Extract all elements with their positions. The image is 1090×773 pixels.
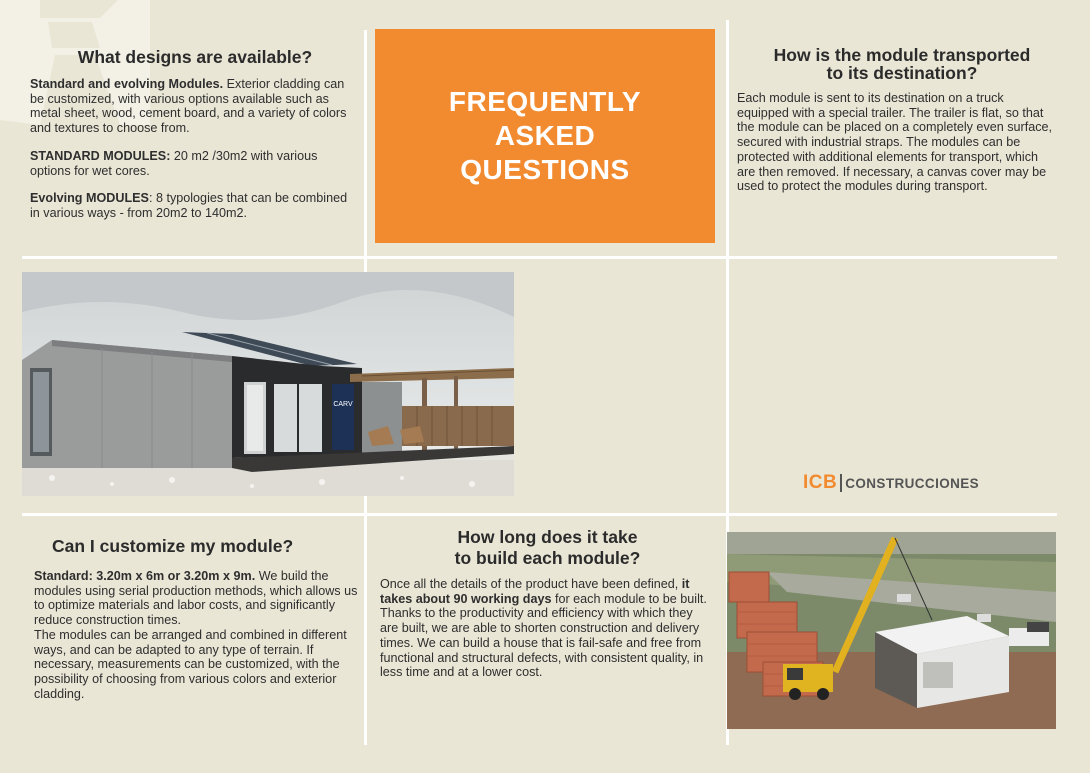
customize-paragraph-2: The modules can be arranged and combined in different ways, and can be adapted to any type of terrain. If necessary, measurements can be customized, with the possibility of choosing from various colors and exterior cladding.	[34, 627, 347, 701]
transport-section	[737, 46, 1067, 194]
transport-body: Each module is sent to its destination on a truck equipped with a special trailer. The trailer is flat, so that the module can be placed on a completely even surface, secured with industrial straps. The modules can be protected with additional elements for transport, which are then removed. If necessary, a canvas cover may be used to protect the modules during transport.	[737, 91, 1053, 194]
customize-heading: Can I customize my module?	[52, 536, 294, 556]
designs-section	[30, 47, 360, 221]
horizontal-divider-bottom	[22, 513, 1057, 516]
transport-heading-line-2: to its destination?	[826, 63, 978, 83]
horizontal-divider-top	[22, 256, 1057, 259]
customize-paragraph-1	[30, 569, 360, 628]
logo-separator	[840, 474, 842, 492]
faq-title-line-2: ASKED	[494, 120, 596, 151]
build-time-body	[380, 577, 710, 680]
customize-section	[30, 536, 360, 701]
banner-sign-text: CARV	[333, 401, 353, 408]
build-time-heading-line-2: to build each module?	[454, 548, 641, 568]
faq-title-line-1: FREQUENTLY	[448, 86, 642, 117]
icb-logo	[803, 472, 979, 494]
designs-p1-bold: Standard and evolving Modules.	[30, 77, 224, 91]
designs-p1-text: Exterior cladding can be customized, with various options available such as metal sheet, wood, cement board, and a variety of colors and textures to choose from.	[30, 77, 347, 136]
designs-paragraph-1	[30, 77, 360, 136]
transport-heading	[737, 46, 1067, 82]
logo-construcciones-text: CONSTRUCCIONES	[845, 475, 980, 491]
house-photo	[22, 272, 514, 496]
designs-p3-bold: Evolving MODULES	[30, 191, 149, 206]
construction-site-photo	[727, 532, 1056, 729]
designs-paragraph-2	[30, 149, 360, 178]
customize-p1-bold: Standard: 3.20m x 6m or 3.20m x 9m.	[34, 569, 256, 583]
logo-icb-text: ICB	[803, 472, 838, 493]
build-time-p-start: Once all the details of the product have been defined,	[380, 577, 682, 591]
faq-title-box	[375, 29, 715, 243]
construction-site-illustration	[727, 532, 1056, 729]
build-time-p-end: for each module to be built. Thanks to the productivity and efficiency with which they are built, we are able to shorten construction and delivery times. We can build a house that is fail-safe and free from functional and structural defects, with consistent quality, in less time and at a lower cost.	[380, 591, 707, 680]
build-time-section	[380, 527, 715, 680]
house-photo-illustration	[22, 272, 514, 496]
designs-p3-text: : 8 typologies that can be combined in various ways - from 20m2 to 140m2.	[30, 191, 348, 220]
designs-p2-text: 20 m2 /30m2 with various options for wet cores.	[30, 148, 318, 178]
designs-heading: What designs are available?	[77, 47, 313, 67]
build-time-heading-line-1: How long does it take	[457, 527, 638, 547]
build-time-heading	[380, 527, 715, 569]
designs-paragraph-3	[30, 191, 360, 220]
faq-title-line-3: QUESTIONS	[460, 154, 630, 185]
customize-p1-text: We build the modules using serial production methods, which allows us to optimize materials and labor costs, and significantly reduce construction times.	[34, 569, 358, 628]
designs-p2-bold: STANDARD MODULES:	[30, 148, 171, 163]
transport-heading-line-1: How is the module transported	[773, 45, 1031, 65]
build-time-p-bold: it takes about 90 working days	[380, 577, 690, 606]
